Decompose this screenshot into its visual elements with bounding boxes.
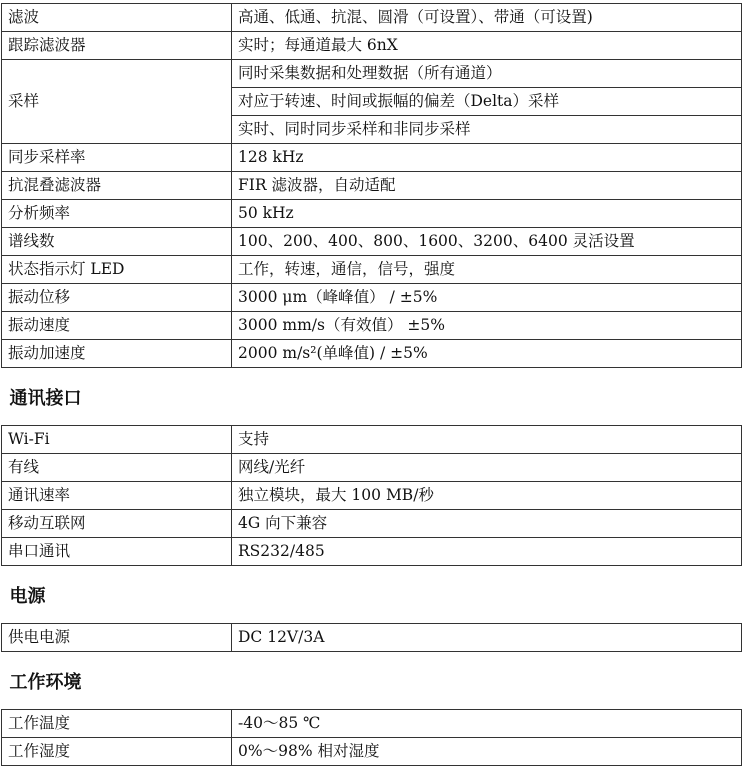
table-row [2,60,742,88]
spec-value: DC 12V/3A [232,624,742,652]
spec-value: RS232/485 [232,538,742,566]
spec-label: 串口通讯 [2,538,232,566]
table-row [2,426,742,454]
spec-label: 谱线数 [2,228,232,256]
spec-table [1,3,742,766]
spec-value: 3000 μm（峰峰值） / ±5% [232,284,742,312]
table-row [2,482,742,510]
spec-value: 支持 [232,426,742,454]
table-row [2,538,742,566]
section-title-communication: 通讯接口 [2,368,742,426]
spec-label-sampling: 采样 [2,60,232,144]
spec-value: FIR 滤波器，自动适配 [232,172,742,200]
table-row [2,624,742,652]
spec-value: 4G 向下兼容 [232,510,742,538]
spec-value: -40～85 ℃ [232,710,742,738]
spec-value: 2000 m/s²(单峰值) / ±5% [232,340,742,368]
spec-label: 同步采样率 [2,144,232,172]
spec-label: 工作湿度 [2,738,232,766]
table-row [2,454,742,482]
spec-value: 实时；每通道最大 6nX [232,32,742,60]
section-title-environment: 工作环境 [2,652,742,710]
table-row [2,710,742,738]
spec-label: 振动加速度 [2,340,232,368]
spec-label: 供电电源 [2,624,232,652]
table-row [2,4,742,32]
spec-value: 同时采集数据和处理数据（所有通道） [232,60,742,88]
spec-label: 移动互联网 [2,510,232,538]
table-row [2,200,742,228]
spec-label: 振动位移 [2,284,232,312]
spec-label: 振动速度 [2,312,232,340]
section-header-row [2,566,742,624]
table-row [2,284,742,312]
spec-value: 高通、低通、抗混、圆滑（可设置）、带通（可设置) [232,4,742,32]
spec-label: 状态指示灯 LED [2,256,232,284]
table-row [2,228,742,256]
spec-label: Wi-Fi [2,426,232,454]
spec-label: 有线 [2,454,232,482]
spec-label: 分析频率 [2,200,232,228]
table-row [2,172,742,200]
spec-value: 对应于转速、时间或振幅的偏差（Delta）采样 [232,88,742,116]
spec-label: 滤波 [2,4,232,32]
spec-value: 3000 mm/s（有效值） ±5% [232,312,742,340]
table-row [2,340,742,368]
section-title-power: 电源 [2,566,742,624]
spec-value: 网线/光纤 [232,454,742,482]
spec-value: 100、200、400、800、1600、3200、6400 灵活设置 [232,228,742,256]
section-header-row [2,652,742,710]
spec-value: 独立模块，最大 100 MB/秒 [232,482,742,510]
spec-value: 实时、同时同步采样和非同步采样 [232,116,742,144]
spec-label: 工作温度 [2,710,232,738]
table-row [2,510,742,538]
table-row [2,32,742,60]
spec-value: 工作，转速，通信，信号，强度 [232,256,742,284]
table-row [2,144,742,172]
spec-label: 跟踪滤波器 [2,32,232,60]
spec-value: 50 kHz [232,200,742,228]
spec-label: 抗混叠滤波器 [2,172,232,200]
section-header-row [2,368,742,426]
spec-label: 通讯速率 [2,482,232,510]
spec-value: 0%～98% 相对湿度 [232,738,742,766]
spec-value: 128 kHz [232,144,742,172]
table-row [2,738,742,766]
table-row [2,256,742,284]
table-row [2,312,742,340]
